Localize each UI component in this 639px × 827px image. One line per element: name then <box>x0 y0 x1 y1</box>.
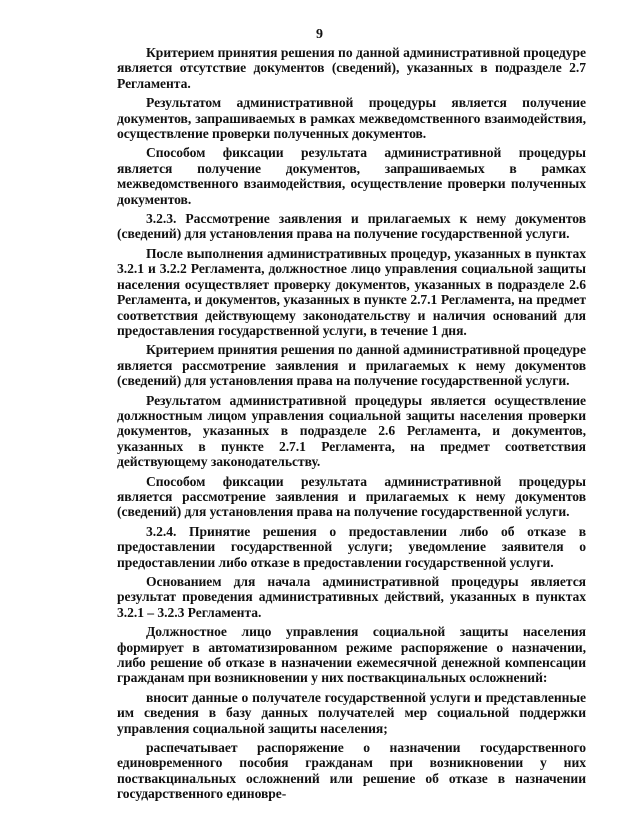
paragraph: Должностное лицо управления социальной защиты населения формирует в автоматизированном режиме распоряжение о назначении, либо решение об отказе в назначении ежемесячной денежной компенсации гражданам при возникновении у них поствакцинальных осложнений: <box>117 624 586 686</box>
paragraph: Результатом административной процедуры является осуществление должностным лицом управления социальной защиты населения проверки документов, указанных в подразделе 2.6 Регламента, и документов, указанных в пункте 2.7.1 Регламента, на предмет соответствия действующему законодательству. <box>117 392 586 470</box>
paragraph: Критерием принятия решения по данной административной процедуре является отсутствие документов (сведений), указанных в подразделе 2.7 Регламента. <box>117 45 586 91</box>
paragraph: 3.2.3. Рассмотрение заявления и прилагаемых к нему документов (сведений) для установления права на получение государственной услуги. <box>117 211 586 242</box>
paragraph: Результатом административной процедуры является получение документов, запрашиваемых в рамках межведомственного взаимодействия, осуществление проверки полученных документов. <box>117 95 586 142</box>
paragraph: распечатывает распоряжение о назначении государственного единовременного пособия гражданам при возникновении у них поствакцинальных осложнений или решение об отказе в назначении государственного единовре- <box>117 740 586 802</box>
paragraph: После выполнения административных процедур, указанных в пунктах 3.2.1 и 3.2.2 Регламента, должностное лицо управления социальной защиты населения осуществляет проверку документов, указанных в подразделе 2.6 Регламента, и документов, указанных в пункте 2.7.1 Регламента, на предмет соответствия действующему законодательству и наличия оснований для предоставления государственной услуги, в течение 1 дня. <box>117 245 586 338</box>
paragraph: вносит данные о получателе государственной услуги и представленные им сведения в базу данных получателей мер социальной поддержки управления социальной защиты населения; <box>117 689 586 736</box>
paragraph: Основанием для начала административной процедуры является результат проведения административных действий, указанных в пунктах 3.2.1 – 3.2.3 Регламента. <box>117 574 586 620</box>
paragraph: Способом фиксации результата административной процедуры является рассмотрение заявления и прилагаемых к нему документов (сведений) для установления права на получение государственной услуги. <box>117 473 586 520</box>
document-body <box>117 45 586 806</box>
paragraph: 3.2.4. Принятие решения о предоставлении либо об отказе в предоставлении государственной услуги; уведомление заявителя о предоставлении либо отказе в предоставлении государственной услуги. <box>117 523 586 570</box>
paragraph: Критерием принятия решения по данной административной процедуре является рассмотрение заявления и прилагаемых к нему документов (сведений) для установления права на получение государственной услуги. <box>117 342 586 389</box>
page-number: 9 <box>316 27 323 42</box>
paragraph: Способом фиксации результата административной процедуры является получение документов, запрашиваемых в рамках межведомственного взаимодействия, осуществление проверки полученных документов. <box>117 145 586 207</box>
